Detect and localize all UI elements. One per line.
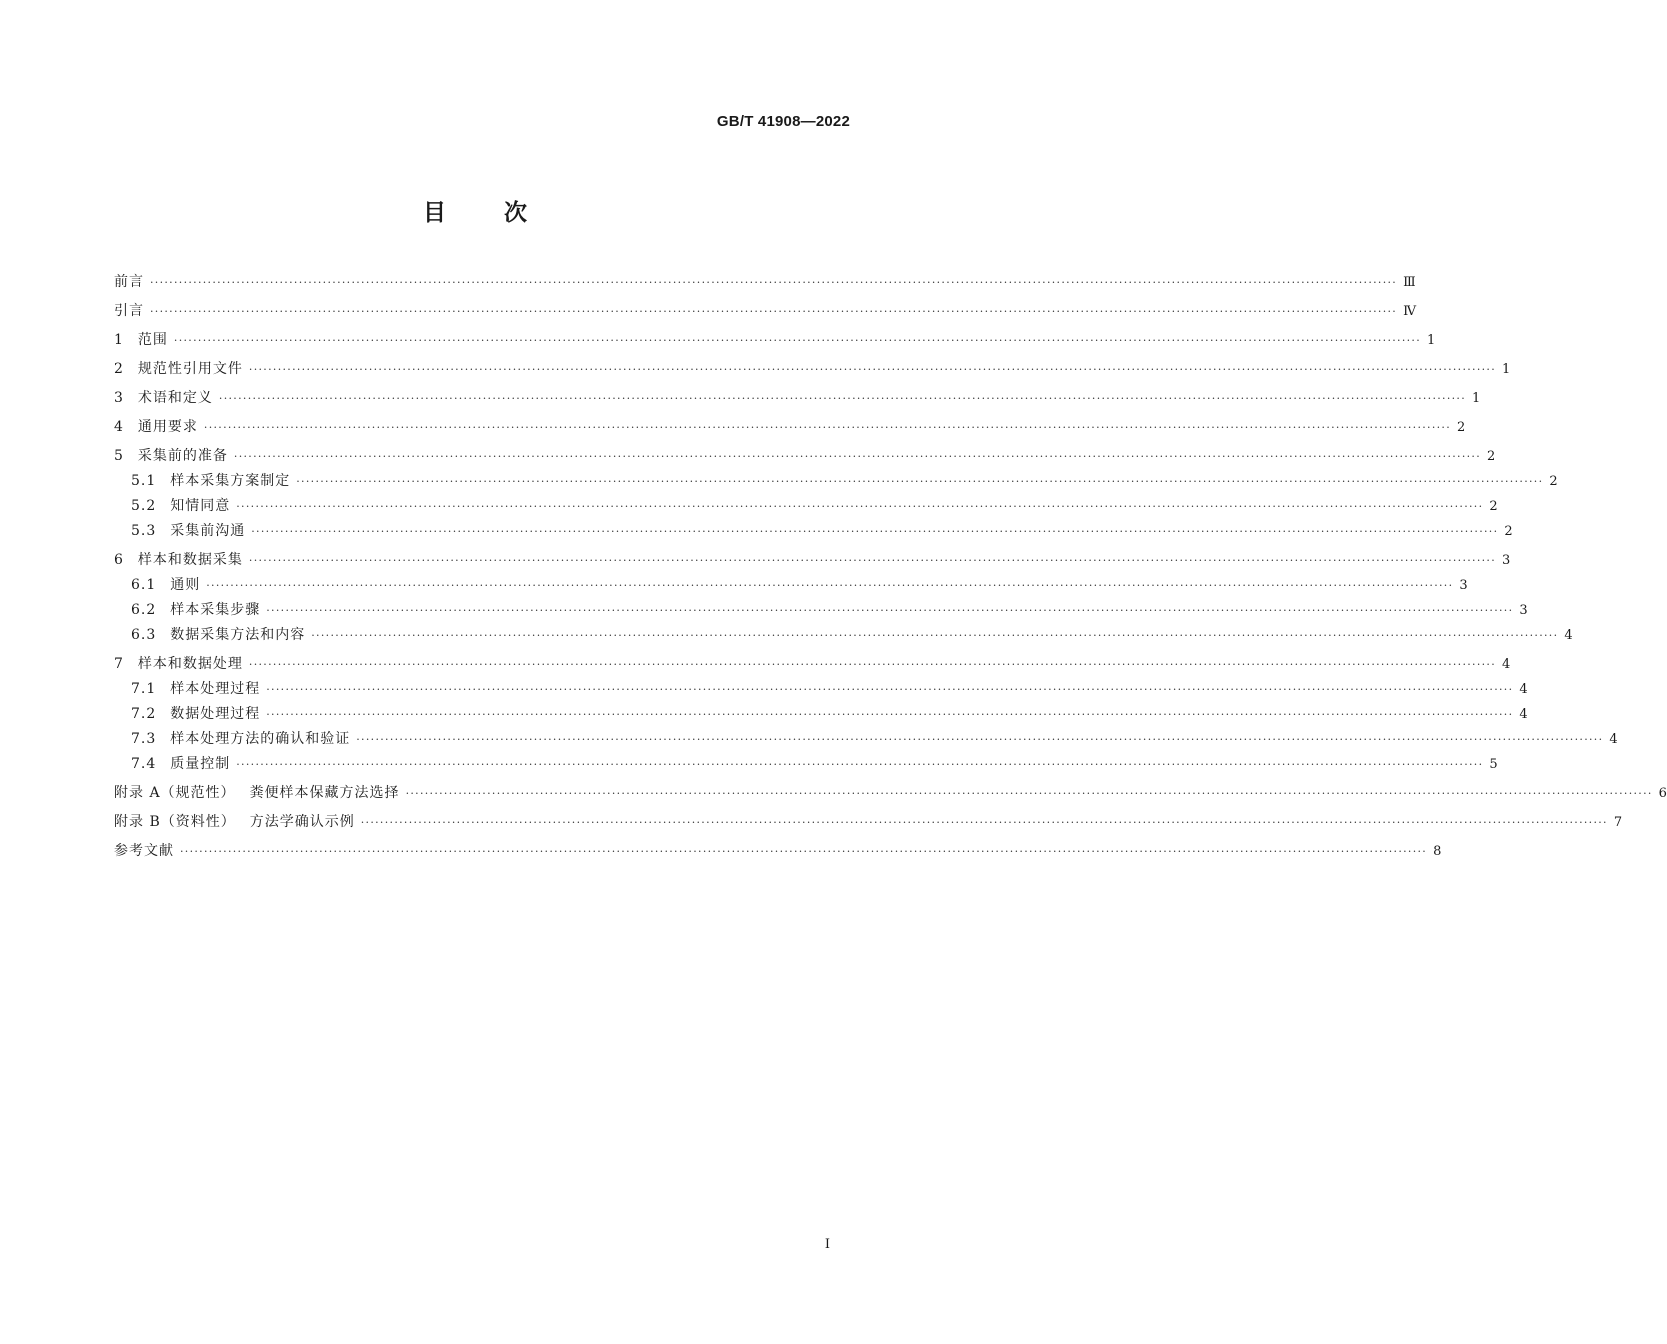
toc-entry[interactable] (114, 444, 1496, 469)
toc-entry-title: 质量控制 (170, 756, 231, 772)
toc-entry[interactable] (114, 839, 1442, 864)
toc-entry-page: 1 (1502, 362, 1511, 377)
toc-entry-number: 5.2 (131, 498, 157, 514)
toc-entry[interactable] (114, 623, 1573, 648)
toc-entry-page: 4 (1502, 657, 1511, 672)
toc-entry-title: 通用要求 (137, 419, 198, 435)
toc-entry-number: 6 (114, 552, 124, 568)
toc-entry-title: 样本采集步骤 (170, 602, 261, 618)
toc-entry-title: 参考文献 (114, 843, 174, 859)
toc-entry-number: 5 (114, 448, 124, 464)
toc-entry-label (114, 415, 204, 440)
toc-entry-label (131, 519, 251, 544)
toc-entry-title: 数据处理过程 (170, 706, 261, 722)
toc-entry-page: 4 (1519, 707, 1528, 722)
toc-entry-label (114, 328, 174, 353)
toc-entry-title: 粪便样本保藏方法选择 (249, 785, 400, 801)
toc-entry-number: 附录 A（规范性） (114, 785, 236, 801)
toc-dot-leader: ···································································································································································································································································· (233, 450, 1482, 463)
toc-entry-number: 6.3 (131, 627, 157, 643)
toc-entry-page: 4 (1564, 628, 1573, 643)
toc-entry-number: 7 (114, 656, 124, 672)
toc-entry-title: 方法学确认示例 (249, 814, 355, 830)
toc-dot-leader: ···································································································································································································································································· (405, 787, 1653, 800)
toc-entry[interactable] (114, 677, 1528, 702)
toc-entry-label (131, 573, 206, 598)
toc-entry-page: 8 (1433, 844, 1442, 859)
toc-entry-page: Ⅳ (1403, 304, 1417, 319)
toc-dot-leader: ···································································································································································································································································· (360, 816, 1608, 829)
toc-entry-page: 3 (1519, 603, 1528, 618)
toc-dot-leader: ···································································································································································································································································· (203, 421, 1452, 434)
toc-dot-leader: ···································································································································································································································································· (251, 525, 1499, 538)
toc-entry-title: 样本和数据采集 (137, 552, 243, 568)
toc-entry-page: 2 (1489, 499, 1498, 514)
toc-entry[interactable] (114, 494, 1498, 519)
toc-entry[interactable] (114, 299, 1417, 324)
toc-dot-leader: ···································································································································································································································································· (311, 629, 1559, 642)
toc-entry-page: 2 (1504, 524, 1513, 539)
toc-entry-number: 6.1 (131, 577, 157, 593)
toc-entry-page: 5 (1489, 757, 1498, 772)
toc-entry-label (131, 623, 311, 648)
toc-entry[interactable] (114, 328, 1436, 353)
toc-entry[interactable] (114, 598, 1528, 623)
toc-dot-leader: ···································································································································································································································································· (248, 363, 1497, 376)
page-title: 目次 (423, 200, 585, 226)
toc-entry-label (131, 677, 266, 702)
toc-entry-title: 数据采集方法和内容 (170, 627, 306, 643)
toc-entry-title: 规范性引用文件 (137, 361, 243, 377)
standard-code: GB/T 41908—2022 (716, 113, 850, 130)
toc-entry-number: 7.2 (131, 706, 157, 722)
toc-entry[interactable] (114, 727, 1618, 752)
toc-entry-label (131, 727, 356, 752)
toc-dot-leader: ···································································································································································································································································· (248, 554, 1497, 567)
toc-entry[interactable] (114, 415, 1466, 440)
toc-entry-number: 3 (114, 390, 124, 406)
toc-entry-number: 7.3 (131, 731, 157, 747)
toc-entry-label (131, 702, 266, 727)
toc-entry[interactable] (114, 386, 1481, 411)
toc-entry-number: 5.3 (131, 523, 157, 539)
toc-dot-leader: ···································································································································································································································································· (266, 683, 1514, 696)
toc-entry-label (114, 386, 219, 411)
toc-entry[interactable] (114, 469, 1558, 494)
toc-dot-leader: ···································································································································································································································································· (218, 392, 1467, 405)
toc-entry-page: 4 (1609, 732, 1618, 747)
table-of-contents (114, 270, 1667, 864)
toc-dot-leader: ···································································································································································································································································· (150, 276, 1398, 289)
toc-entry[interactable] (114, 357, 1511, 382)
toc-dot-leader: ···································································································································································································································································· (236, 758, 1484, 771)
toc-entry-label (114, 548, 249, 573)
toc-entry[interactable] (114, 652, 1511, 677)
toc-entry-label (131, 494, 236, 519)
toc-entry[interactable] (114, 810, 1623, 835)
toc-entry-page: 3 (1459, 578, 1468, 593)
toc-entry-title: 样本处理过程 (170, 681, 261, 697)
toc-entry-label (114, 357, 249, 382)
toc-entry-page: 7 (1613, 815, 1623, 830)
toc-entry-label (114, 652, 249, 677)
toc-entry-label (114, 810, 361, 835)
toc-entry-page: 1 (1427, 333, 1436, 348)
toc-entry[interactable] (114, 752, 1498, 777)
toc-entry-title: 采集前沟通 (170, 523, 246, 539)
toc-entry-number: 7.1 (131, 681, 157, 697)
toc-dot-leader: ···································································································································································································································································· (180, 845, 1428, 858)
toc-dot-leader: ···································································································································································································································································· (266, 604, 1514, 617)
toc-entry-number: 1 (114, 332, 124, 348)
toc-entry-title: 范围 (137, 332, 168, 348)
toc-entry-title: 术语和定义 (137, 390, 213, 406)
toc-entry[interactable] (114, 702, 1528, 727)
toc-entry-number: 5.1 (131, 473, 157, 489)
toc-entry-number: 附录 B（资料性） (114, 814, 236, 830)
toc-dot-leader: ···································································································································································································································································· (206, 579, 1454, 592)
toc-entry-number: 4 (114, 419, 124, 435)
toc-dot-leader: ···································································································································································································································································· (248, 658, 1497, 671)
toc-entry-page: 2 (1457, 420, 1466, 435)
toc-entry-page: 4 (1519, 682, 1528, 697)
toc-entry-title: 通则 (170, 577, 201, 593)
toc-entry[interactable] (114, 573, 1468, 598)
toc-dot-leader: ···································································································································································································································································· (266, 708, 1514, 721)
toc-entry-title: 采集前的准备 (137, 448, 228, 464)
page-number: I (824, 1237, 830, 1252)
toc-entry-label (114, 270, 150, 295)
toc-entry-number: 6.2 (131, 602, 157, 618)
toc-dot-leader: ···································································································································································································································································· (296, 475, 1544, 488)
toc-entry[interactable] (114, 270, 1416, 295)
toc-entry-label (114, 781, 406, 806)
toc-entry[interactable] (114, 781, 1667, 806)
toc-entry[interactable] (114, 519, 1513, 544)
toc-entry-label (131, 469, 296, 494)
toc-entry-label (114, 444, 234, 469)
toc-entry-page: 2 (1487, 449, 1496, 464)
toc-entry-title: 前言 (114, 274, 144, 290)
toc-entry-title: 引言 (114, 303, 144, 319)
toc-dot-leader: ···································································································································································································································································· (356, 733, 1604, 746)
toc-dot-leader: ···································································································································································································································································· (150, 305, 1398, 318)
toc-entry-page: 1 (1472, 391, 1481, 406)
toc-entry-page: 2 (1549, 474, 1558, 489)
toc-entry-label (114, 299, 150, 324)
toc-entry-title: 样本处理方法的确认和验证 (170, 731, 351, 747)
toc-entry-title: 知情同意 (170, 498, 231, 514)
toc-entry-title: 样本采集方案制定 (170, 473, 291, 489)
toc-entry[interactable] (114, 548, 1511, 573)
toc-entry-label (131, 752, 236, 777)
toc-dot-leader: ···································································································································································································································································· (173, 334, 1422, 347)
toc-entry-number: 2 (114, 361, 124, 377)
toc-dot-leader: ···································································································································································································································································· (236, 500, 1484, 513)
toc-entry-page: Ⅲ (1403, 275, 1416, 290)
toc-entry-label (114, 839, 180, 864)
toc-entry-label (131, 598, 266, 623)
toc-entry-number: 7.4 (131, 756, 157, 772)
toc-entry-page: 3 (1502, 553, 1511, 568)
toc-entry-title: 样本和数据处理 (137, 656, 243, 672)
toc-entry-page: 6 (1658, 786, 1667, 801)
